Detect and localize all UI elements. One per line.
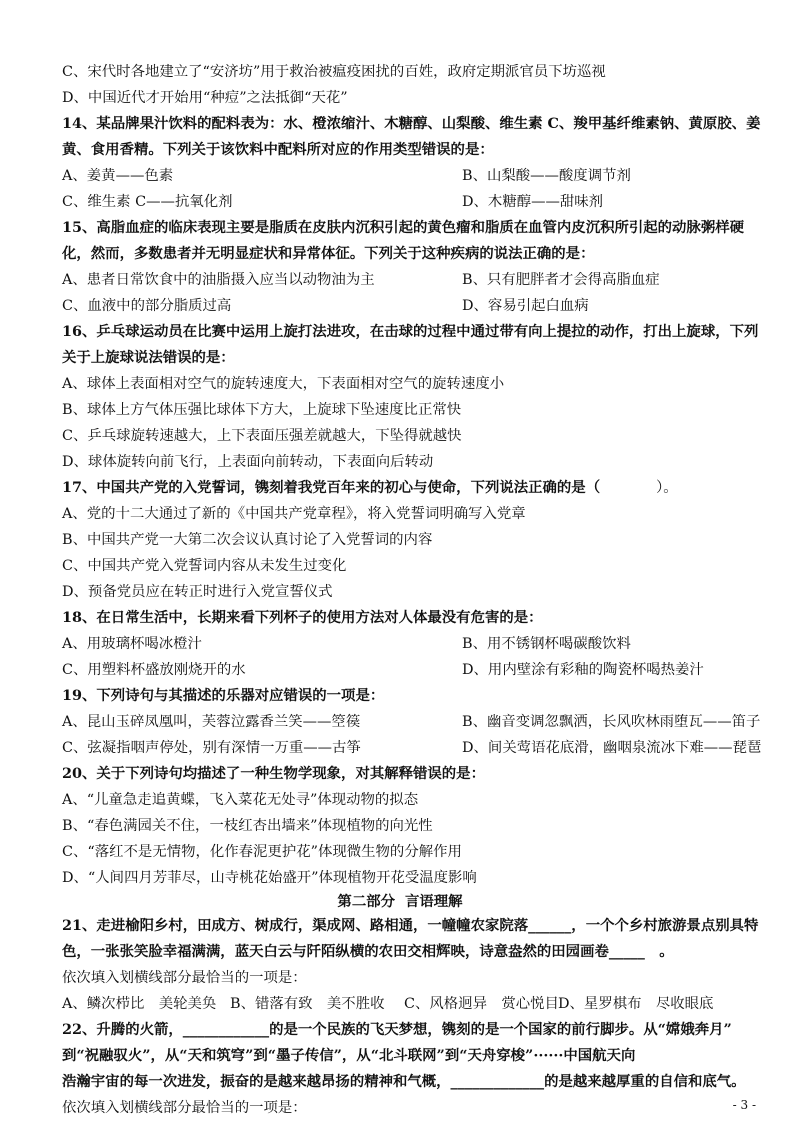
q13-option-d: D、中国近代才开始用“种痘”之法抵御“天花”: [62, 90, 348, 106]
q19-stem-line1: 19、下列诗句与其描述的乐器对应错误的一项是：: [62, 687, 385, 704]
q18-options-ab: [62, 635, 760, 653]
q21-option-a: A、鳞次栉比 美轮美奂: [62, 996, 217, 1012]
q21-option-c: C、风格迥异 赏心悦目: [404, 996, 559, 1012]
section-part: 第二部分: [337, 893, 395, 910]
q20-option-d: D、“人间四月芳菲尽，山寺桃花始盛开”体现植物开花受温度影响: [62, 870, 477, 886]
q14-stem-line1: 14、某品牌果汁饮料的配料表为：水、橙浓缩汁、木糖醇、山梨酸、维生素 C、羧甲基纤维素钠、黄原胶、姜: [62, 115, 761, 132]
q21-instruction: 依次填入划横线部分最恰当的一项是：: [62, 970, 307, 986]
q16-option-a: A、球体上表面相对空气的旋转速度大，下表面相对空气的旋转速度小: [62, 376, 505, 392]
q21-stem-line1: 21、走进榆阳乡村，田成方、树成行，渠成网、路相通，一幢幢农家院落______，一个个乡村旅游景点别具特: [62, 917, 759, 934]
q17-option-c: C、中国共产党入党誓词内容从未发生过变化: [62, 558, 347, 574]
q20-option-b: B、“春色满园关不住，一枝红杏出墙来”体现植物的向光性: [62, 818, 433, 834]
q20-stem-line1: 20、关于下列诗句均描述了一种生物学现象，对其解释错误的是：: [62, 765, 485, 782]
q17-option-d: D、预备党员应在转正时进行入党宣誓仪式: [62, 584, 333, 600]
q21-option-d: D、星罗棋布 尽收眼底: [558, 996, 714, 1012]
q14-options-cd: [62, 193, 760, 211]
q16-option-c: C、乒乓球旋转速越大，上下表面压强差就越大，下坠得就越快: [62, 428, 462, 444]
q14-stem-line2: 黄、食用香精。下列关于该饮料中配料所对应的作用类型错误的是：: [62, 141, 494, 158]
q20-option-c: C、“落红不是无情物，化作春泥更护花”体现微生物的分解作用: [62, 844, 462, 860]
q15-options-cd: [62, 297, 760, 315]
q19-option-d: D、间关莺语花底滑，幽咽泉流冰下难——琵琶: [462, 740, 762, 756]
q17-option-a: A、党的十二大通过了新的《中国共产党章程》，将入党誓词明确写入党章: [62, 506, 526, 522]
q15-option-b: B、只有肥胖者才会得高脂血症: [462, 272, 660, 288]
q19-options-cd: [62, 739, 760, 757]
q14-options-ab: [62, 167, 760, 185]
q14-option-b: B、山梨酸——酸度调节剂: [462, 168, 631, 184]
q14-option-a: A、姜黄——色素: [62, 168, 174, 184]
q16-option-b: B、球体上方气体压强比球体下方大，上旋球下坠速度比正常快: [62, 402, 462, 418]
q15-stem-line2: 化，然而，多数患者并无明显症状和异常体征。下列关于这种疾病的说法正确的是：: [62, 245, 595, 262]
q15-stem-line1: 15、高脂血症的临床表现主要是脂质在皮肤内沉积引起的黄色瘤和脂质在血管内皮沉积所引起的动脉粥样硬: [62, 219, 744, 236]
q18-option-b: B、用不锈钢杯喝碳酸饮料: [462, 636, 631, 652]
page-number: - 3 -: [732, 1098, 756, 1112]
q19-options-ab: [62, 713, 760, 731]
q17-stem-text: 17、中国共产党的入党誓词，镌刻着我党百年来的初心与使命，下列说法正确的是（: [62, 479, 601, 496]
q18-option-c: C、用塑料杯盛放刚烧开的水: [62, 662, 246, 678]
q16-option-d: D、球体旋转向前飞行，上表面向前转动，下表面向后转动: [62, 454, 434, 470]
q21-stem-line2: 色，一张张笑脸幸福满满，蓝天白云与阡陌纵横的农田交相辉映，诗意盎然的田园画卷_____ 。: [62, 943, 674, 960]
q17-answer-blank: ）。: [656, 480, 678, 496]
q22-stem-line1: 22、升腾的火箭，____________的是一个民族的飞天梦想，镌刻的是一个国家的前行脚步。从“嫦娥奔月”: [62, 1021, 732, 1038]
q22-stem-line3: 浩瀚宇宙的每一次进发，振奋的是越来越昂扬的精神和气概，_____________的是越来越厚重的自信和底气。: [62, 1073, 746, 1090]
section-name: 言语理解: [405, 893, 463, 910]
q15-option-a: A、患者日常饮食中的油脂摄入应当以动物油为主: [62, 272, 375, 288]
q16-stem-line2: 关于上旋球说法错误的是：: [62, 349, 235, 366]
q18-option-a: A、用玻璃杯喝冰橙汁: [62, 636, 202, 652]
q14-option-c: C、维生素 C——抗氧化剂: [62, 194, 233, 210]
q22-instruction: 依次填入划横线部分最恰当的一项是：: [62, 1100, 307, 1116]
q22-stem-line2: 到“祝融驭火”，从“天和筑穹”到“墨子传信”，从“北斗联网”到“天舟穿梭”······中国航天向: [62, 1047, 636, 1064]
q15-options-ab: [62, 271, 760, 289]
q16-stem-line1: 16、乒乓球运动员在比赛中运用上旋打法进攻，在击球的过程中通过带有向上提拉的动作，打出上旋球，下列: [62, 323, 759, 340]
q18-options-cd: [62, 661, 760, 679]
q15-option-c: C、血液中的部分脂质过高: [62, 298, 232, 314]
q14-option-d: D、木糖醇——甜味剂: [462, 194, 604, 210]
q13-option-c: C、宋代时各地建立了“安济坊”用于救治被瘟疫困扰的百姓，政府定期派官员下坊巡视: [62, 64, 606, 80]
q19-option-b: B、幽音变调忽飘洒，长风吹林雨堕瓦——笛子: [462, 714, 761, 730]
q19-option-a: A、昆山玉碎凤凰叫，芙蓉泣露香兰笑——箜篌: [62, 714, 361, 730]
q18-stem-line1: 18、在日常生活中，长期来看下列杯子的使用方法对人体最没有危害的是：: [62, 609, 543, 626]
q20-option-a: A、“儿童急走追黄蝶，飞入菜花无处寻”体现动物的拟态: [62, 792, 419, 808]
q21-option-b: B、错落有致 美不胜收: [230, 996, 385, 1012]
q15-option-d: D、容易引起白血病: [462, 298, 589, 314]
q18-option-d: D、用内壁涂有彩釉的陶瓷杯喝热姜汁: [462, 662, 704, 678]
q17-option-b: B、中国共产党一大第二次会议认真讨论了入党誓词的内容: [62, 532, 433, 548]
q17-stem-line1: [62, 479, 760, 497]
section-title: [0, 893, 800, 911]
q19-option-c: C、弦凝指咽声停处，别有深情一万重——古筝: [62, 740, 361, 756]
